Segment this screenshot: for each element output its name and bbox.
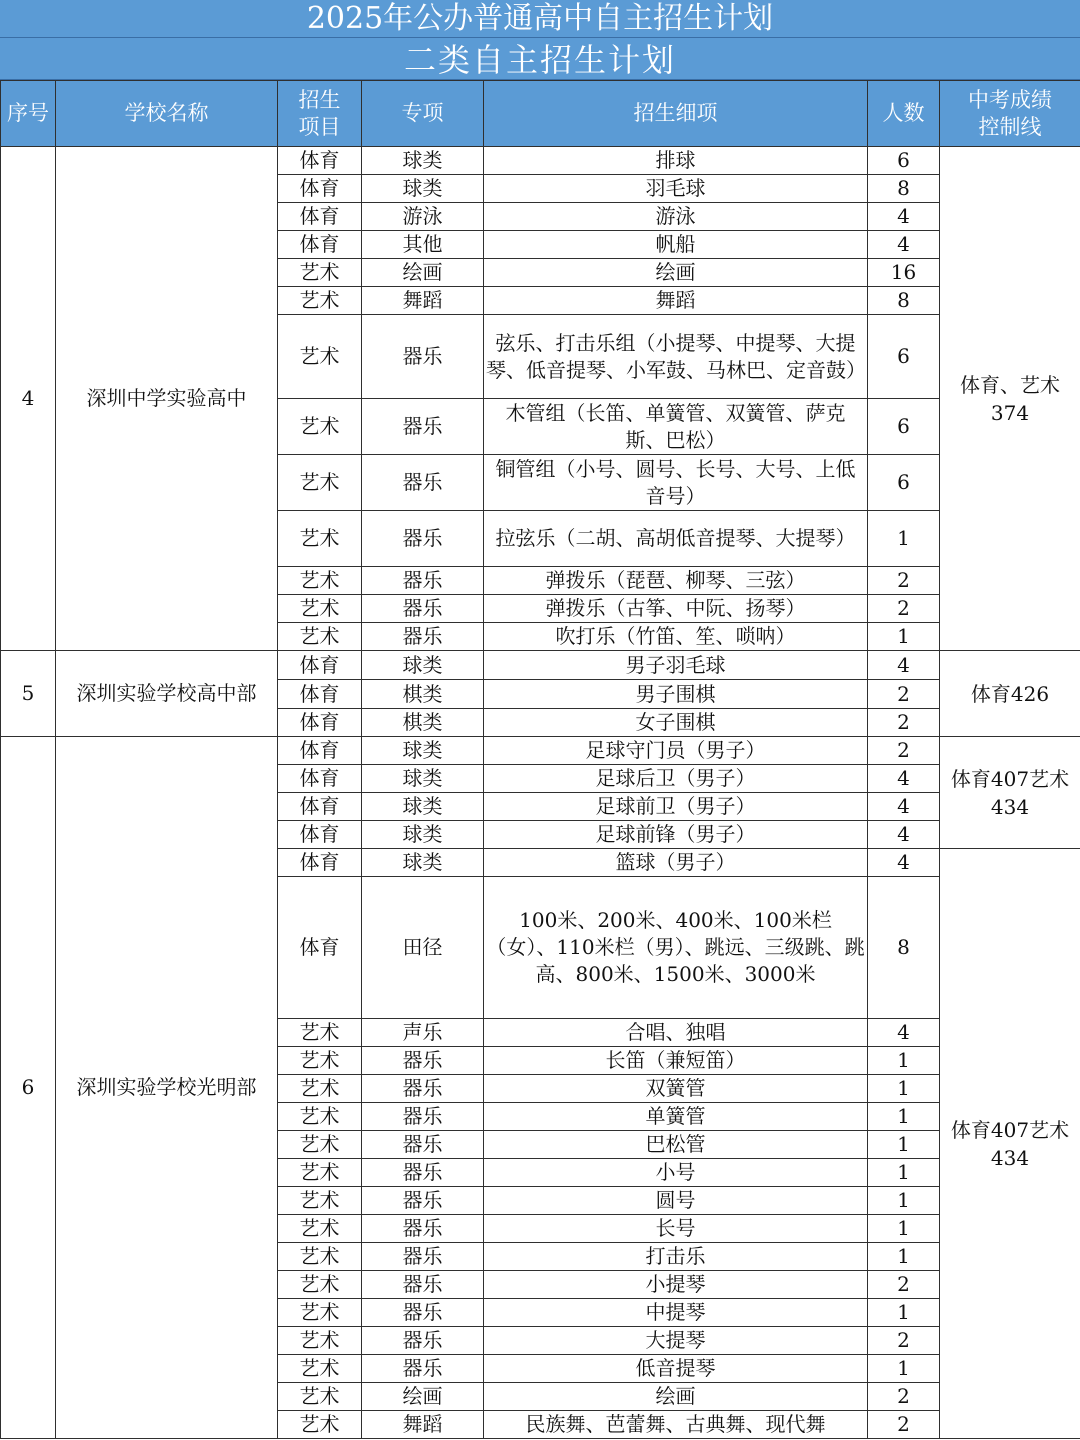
row-detail: 木管组（长笛、单簧管、双簧管、萨克斯、巴松） <box>484 399 868 455</box>
header-school: 学校名称 <box>56 81 278 147</box>
header-project-line2: 项目 <box>298 114 341 139</box>
row-project: 艺术 <box>278 1215 362 1243</box>
row-detail: 低音提琴 <box>484 1355 868 1383</box>
row-specialty: 器乐 <box>362 511 484 567</box>
row-detail: 打击乐 <box>484 1243 868 1271</box>
page-subtitle: 二类自主招生计划 <box>0 38 1080 80</box>
row-count: 1 <box>868 1299 940 1327</box>
row-count: 1 <box>868 1075 940 1103</box>
row-specialty: 球类 <box>362 849 484 877</box>
row-specialty: 器乐 <box>362 1355 484 1383</box>
row-specialty: 其他 <box>362 231 484 259</box>
row-specialty: 球类 <box>362 651 484 680</box>
school-name: 深圳实验学校高中部 <box>56 651 278 737</box>
row-count: 1 <box>868 1047 940 1075</box>
row-count: 1 <box>868 1215 940 1243</box>
row-project: 体育 <box>278 849 362 877</box>
row-count: 4 <box>868 1019 940 1047</box>
row-specialty: 绘画 <box>362 1383 484 1411</box>
header-count: 人数 <box>868 81 940 147</box>
row-specialty: 器乐 <box>362 1131 484 1159</box>
row-count: 8 <box>868 877 940 1019</box>
row-specialty: 器乐 <box>362 1159 484 1187</box>
header-control-line1: 中考成绩 <box>968 87 1052 112</box>
row-count: 1 <box>868 1187 940 1215</box>
enrollment-table <box>0 80 1080 1439</box>
school-seq: 4 <box>1 147 56 651</box>
row-count: 4 <box>868 821 940 849</box>
row-detail: 足球后卫（男子） <box>484 765 868 793</box>
row-count: 1 <box>868 623 940 651</box>
row-count: 6 <box>868 315 940 399</box>
control-line: 体育426 <box>940 651 1080 737</box>
row-specialty: 器乐 <box>362 455 484 511</box>
row-project: 艺术 <box>278 567 362 595</box>
row-specialty: 棋类 <box>362 709 484 737</box>
row-specialty: 游泳 <box>362 203 484 231</box>
row-detail: 长号 <box>484 1215 868 1243</box>
row-project: 体育 <box>278 175 362 203</box>
row-project: 艺术 <box>278 1299 362 1327</box>
row-count: 1 <box>868 1355 940 1383</box>
row-detail: 足球前卫（男子） <box>484 793 868 821</box>
row-detail: 铜管组（小号、圆号、长号、大号、上低音号） <box>484 455 868 511</box>
row-project: 艺术 <box>278 1047 362 1075</box>
row-specialty: 器乐 <box>362 1047 484 1075</box>
row-count: 4 <box>868 849 940 877</box>
row-detail: 双簧管 <box>484 1075 868 1103</box>
row-count: 2 <box>868 1411 940 1439</box>
row-count: 1 <box>868 1131 940 1159</box>
row-detail: 大提琴 <box>484 1327 868 1355</box>
row-detail: 弹拨乐（古筝、中阮、扬琴） <box>484 595 868 623</box>
row-detail: 排球 <box>484 147 868 175</box>
row-specialty: 声乐 <box>362 1019 484 1047</box>
header-seq: 序号 <box>1 81 56 147</box>
row-specialty: 器乐 <box>362 1299 484 1327</box>
row-count: 6 <box>868 399 940 455</box>
row-count: 1 <box>868 1243 940 1271</box>
row-count: 1 <box>868 1103 940 1131</box>
page-title: 2025年公办普通高中自主招生计划 <box>0 0 1080 38</box>
row-specialty: 田径 <box>362 877 484 1019</box>
row-detail: 足球守门员（男子） <box>484 737 868 765</box>
row-detail: 羽毛球 <box>484 175 868 203</box>
row-count: 2 <box>868 1271 940 1299</box>
table-row <box>1 147 1080 175</box>
row-specialty: 棋类 <box>362 680 484 709</box>
row-specialty: 器乐 <box>362 567 484 595</box>
row-specialty: 器乐 <box>362 595 484 623</box>
row-specialty: 球类 <box>362 821 484 849</box>
school-seq: 6 <box>1 737 56 1439</box>
row-project: 体育 <box>278 765 362 793</box>
row-detail: 男子围棋 <box>484 680 868 709</box>
row-specialty: 球类 <box>362 765 484 793</box>
header-project-line1: 招生 <box>298 87 341 112</box>
row-count: 8 <box>868 287 940 315</box>
row-project: 艺术 <box>278 1075 362 1103</box>
row-detail: 舞蹈 <box>484 287 868 315</box>
row-project: 艺术 <box>278 1271 362 1299</box>
row-detail: 巴松管 <box>484 1131 868 1159</box>
header-project <box>278 81 362 147</box>
row-project: 艺术 <box>278 1019 362 1047</box>
row-project: 体育 <box>278 680 362 709</box>
row-project: 体育 <box>278 231 362 259</box>
row-project: 艺术 <box>278 287 362 315</box>
row-detail: 女子围棋 <box>484 709 868 737</box>
row-project: 体育 <box>278 793 362 821</box>
table-row <box>1 651 1080 680</box>
row-project: 艺术 <box>278 1131 362 1159</box>
row-count: 2 <box>868 737 940 765</box>
header-specialty: 专项 <box>362 81 484 147</box>
row-specialty: 球类 <box>362 175 484 203</box>
row-detail: 100米、200米、400米、100米栏（女）、110米栏（男）、跳远、三级跳、跳高、800米、1500米、3000米 <box>484 877 868 1019</box>
row-project: 艺术 <box>278 455 362 511</box>
row-project: 体育 <box>278 737 362 765</box>
row-detail: 小提琴 <box>484 1271 868 1299</box>
header-row <box>1 81 1080 147</box>
row-count: 6 <box>868 147 940 175</box>
row-count: 4 <box>868 651 940 680</box>
row-detail: 绘画 <box>484 1383 868 1411</box>
row-specialty: 球类 <box>362 793 484 821</box>
row-project: 艺术 <box>278 1411 362 1439</box>
row-detail: 绘画 <box>484 259 868 287</box>
row-project: 艺术 <box>278 595 362 623</box>
row-count: 2 <box>868 1383 940 1411</box>
row-project: 体育 <box>278 877 362 1019</box>
school-seq: 5 <box>1 651 56 737</box>
row-specialty: 舞蹈 <box>362 287 484 315</box>
row-detail: 篮球（男子） <box>484 849 868 877</box>
row-count: 4 <box>868 203 940 231</box>
row-count: 4 <box>868 765 940 793</box>
row-specialty: 绘画 <box>362 259 484 287</box>
row-project: 艺术 <box>278 1103 362 1131</box>
header-detail: 招生细项 <box>484 81 868 147</box>
control-line-rest: 体育407艺术434 <box>940 849 1080 1439</box>
row-specialty: 器乐 <box>362 399 484 455</box>
row-specialty: 器乐 <box>362 315 484 399</box>
row-detail: 男子羽毛球 <box>484 651 868 680</box>
row-detail: 长笛（兼短笛） <box>484 1047 868 1075</box>
row-count: 4 <box>868 793 940 821</box>
row-count: 2 <box>868 567 940 595</box>
row-count: 1 <box>868 1159 940 1187</box>
row-count: 16 <box>868 259 940 287</box>
row-specialty: 球类 <box>362 737 484 765</box>
row-detail: 帆船 <box>484 231 868 259</box>
row-specialty: 器乐 <box>362 1187 484 1215</box>
row-detail: 游泳 <box>484 203 868 231</box>
row-detail: 弦乐、打击乐组（小提琴、中提琴、大提琴、低音提琴、小军鼓、马林巴、定音鼓） <box>484 315 868 399</box>
school-name: 深圳实验学校光明部 <box>56 737 278 1439</box>
row-project: 体育 <box>278 147 362 175</box>
row-detail: 民族舞、芭蕾舞、古典舞、现代舞 <box>484 1411 868 1439</box>
row-specialty: 器乐 <box>362 623 484 651</box>
row-detail: 合唱、独唱 <box>484 1019 868 1047</box>
table-row <box>1 737 1080 765</box>
row-detail: 小号 <box>484 1159 868 1187</box>
row-project: 艺术 <box>278 1187 362 1215</box>
row-count: 1 <box>868 511 940 567</box>
row-detail: 吹打乐（竹笛、笙、唢呐） <box>484 623 868 651</box>
control-line-sports-top: 体育407艺术434 <box>940 737 1080 849</box>
row-project: 体育 <box>278 651 362 680</box>
row-project: 艺术 <box>278 1327 362 1355</box>
row-project: 艺术 <box>278 1243 362 1271</box>
row-detail: 弹拨乐（琵琶、柳琴、三弦） <box>484 567 868 595</box>
row-project: 艺术 <box>278 1159 362 1187</box>
row-project: 体育 <box>278 709 362 737</box>
row-project: 体育 <box>278 203 362 231</box>
row-count: 2 <box>868 595 940 623</box>
row-project: 艺术 <box>278 1355 362 1383</box>
row-detail: 中提琴 <box>484 1299 868 1327</box>
row-project: 艺术 <box>278 623 362 651</box>
row-count: 2 <box>868 1327 940 1355</box>
row-count: 2 <box>868 680 940 709</box>
row-project: 艺术 <box>278 399 362 455</box>
header-control-line2: 控制线 <box>978 114 1042 139</box>
row-project: 艺术 <box>278 315 362 399</box>
row-specialty: 器乐 <box>362 1271 484 1299</box>
row-specialty: 器乐 <box>362 1075 484 1103</box>
row-project: 艺术 <box>278 511 362 567</box>
row-project: 体育 <box>278 821 362 849</box>
row-specialty: 器乐 <box>362 1327 484 1355</box>
row-count: 4 <box>868 231 940 259</box>
row-count: 8 <box>868 175 940 203</box>
row-specialty: 器乐 <box>362 1215 484 1243</box>
row-detail: 拉弦乐（二胡、高胡低音提琴、大提琴） <box>484 511 868 567</box>
row-detail: 单簧管 <box>484 1103 868 1131</box>
header-control <box>940 81 1080 147</box>
row-specialty: 器乐 <box>362 1243 484 1271</box>
row-specialty: 器乐 <box>362 1103 484 1131</box>
row-specialty: 球类 <box>362 147 484 175</box>
school-name: 深圳中学实验高中 <box>56 147 278 651</box>
row-count: 2 <box>868 709 940 737</box>
row-project: 艺术 <box>278 259 362 287</box>
row-count: 6 <box>868 455 940 511</box>
control-line: 体育、艺术374 <box>940 147 1080 651</box>
row-detail: 足球前锋（男子） <box>484 821 868 849</box>
row-specialty: 舞蹈 <box>362 1411 484 1439</box>
row-detail: 圆号 <box>484 1187 868 1215</box>
row-project: 艺术 <box>278 1383 362 1411</box>
